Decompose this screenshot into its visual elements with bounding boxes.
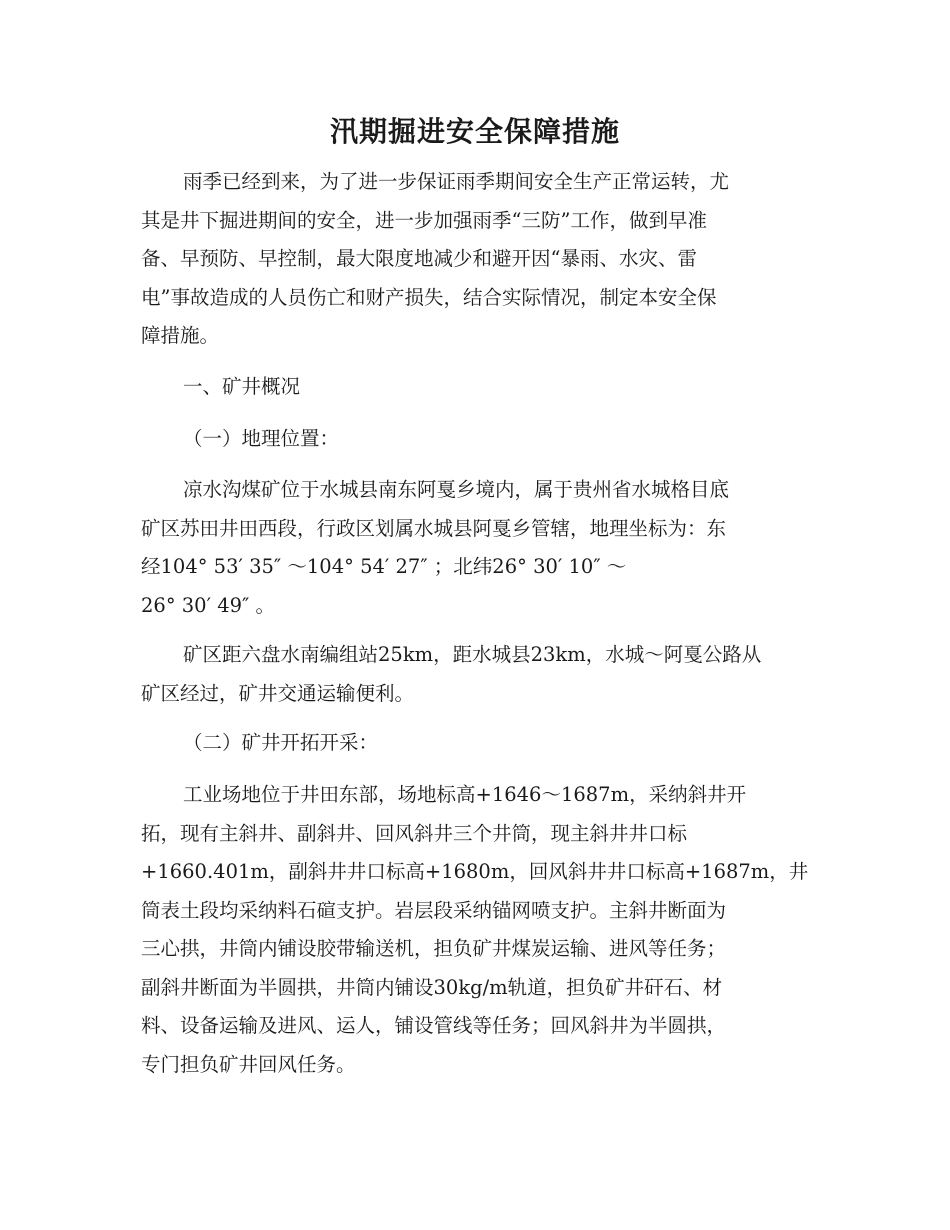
- intro-line: 电”事故造成的人员伤亡和财产损失，结合实际情况，制定本安全保: [141, 285, 717, 309]
- development-line: 筒表土段均采纳料石碹支护。岩层段采纳锚网喷支护。主斜井断面为: [141, 898, 727, 922]
- intro-line: 障措施。: [141, 324, 220, 347]
- distance-line: 矿区距六盘水南编组站25km，距水城县23km，水城～阿戛公路从: [183, 643, 762, 666]
- intro-line: 备、早预防、早控制，最大限度地减少和避开因“暴雨、水灾、雷: [141, 247, 697, 270]
- subsection-heading-text: （一）地理位置：: [183, 427, 340, 450]
- subsection-heading-development: [141, 724, 811, 763]
- development-line: 专门担负矿井回风任务。: [141, 1052, 356, 1076]
- location-line: 矿区苏田井田西段，行政区划属水城县阿戛乡管辖，地理坐标为：东: [141, 516, 727, 540]
- development-line: 副斜井断面为半圆拱，井筒内铺设30kg/m轨道，担负矿井矸石、材: [141, 975, 723, 999]
- section-heading: [141, 368, 811, 407]
- development-paragraph: [141, 776, 811, 1084]
- development-line: +1660.401m，副斜井井口标高+1680m，回风斜井井口标高+1687m，井: [141, 860, 809, 883]
- location-paragraph: [141, 471, 811, 625]
- development-line: 工业场地位于井田东部，场地标高+1646～1687m，采纳斜井开: [183, 783, 747, 806]
- section-heading-text: 一、矿井概况: [183, 375, 301, 398]
- location-line: 26° 30′ 49″ 。: [141, 593, 275, 617]
- development-line: 拓，现有主斜井、副斜井、回风斜井三个井筒，现主斜井井口标: [141, 821, 688, 845]
- subsection-heading-text: （二）矿井开拓开采：: [183, 731, 379, 754]
- distance-paragraph: [141, 636, 811, 713]
- location-line: 凉水沟煤矿位于水城县南东阿戛乡境内，属于贵州省水城格目底: [183, 478, 730, 501]
- document-title: 汛期掘进安全保障措施: [329, 115, 620, 148]
- location-line: 经104° 53′ 35″ ～104° 54′ 27″ ；北纬26° 30′ 10″ ～: [141, 555, 627, 578]
- intro-line: 其是井下掘进期间的安全，进一步加强雨季“三防”工作，做到早准: [141, 208, 707, 232]
- distance-line: 矿区经过，矿井交通运输便利。: [141, 681, 415, 705]
- development-line: 三心拱，井筒内铺设胶带输送机，担负矿井煤炭运输、进风等任务；: [141, 937, 727, 960]
- intro-paragraph: [141, 163, 811, 356]
- intro-line: 雨季已经到来，为了进一步保证雨季期间安全生产正常运转，尤: [183, 170, 730, 193]
- subsection-heading-location: [141, 420, 811, 459]
- development-line: 料、设备运输及进风、运人，铺设管线等任务；回风斜井为半圆拱，: [141, 1014, 727, 1037]
